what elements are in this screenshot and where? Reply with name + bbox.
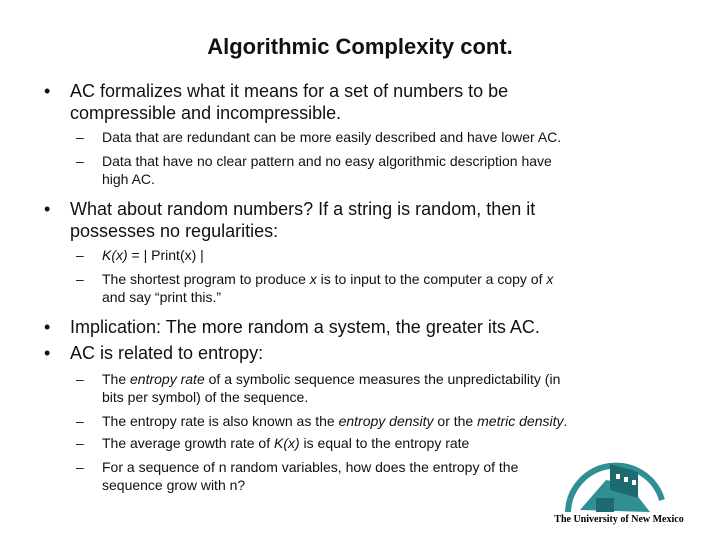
sub-bullet-2a-text: K(x) = | Print(x) | xyxy=(102,247,204,263)
sub-bullet-dash: – xyxy=(76,271,84,287)
sub-bullet-2b-line-1: The shortest program to produce x is to input to the computer a copy of x xyxy=(102,271,554,287)
university-caption: The University of New Mexico xyxy=(554,514,684,525)
bullet-2-line-2: possesses no regularities: xyxy=(70,221,279,241)
bullet-4-text: AC is related to entropy: xyxy=(70,343,264,363)
sub-bullet-4b-text: The entropy rate is also known as the entropy density or the metric density. xyxy=(102,413,568,429)
sub-bullet-dash: – xyxy=(76,153,84,169)
bullet-3-text: Implication: The more random a system, the greater its AC. xyxy=(70,317,540,337)
slide-title: Algorithmic Complexity cont. xyxy=(207,34,513,59)
sub-bullet-dash: – xyxy=(76,371,84,387)
sub-bullet-4c-text: The average growth rate of K(x) is equal to the entropy rate xyxy=(102,435,470,451)
sub-bullet-4a-line-1: The entropy rate of a symbolic sequence measures the unpredictability (in xyxy=(102,371,561,387)
sub-bullet-1a-text: Data that are redundant can be more easily described and have lower AC. xyxy=(102,129,562,145)
sub-bullet-dash: – xyxy=(76,435,84,451)
sub-bullet-dash: – xyxy=(76,129,84,145)
sub-bullet-dash: – xyxy=(76,413,84,429)
sub-bullet-dash: – xyxy=(76,247,84,263)
bullet-dot: • xyxy=(44,317,51,337)
bullet-1-line-1: AC formalizes what it means for a set of numbers to be xyxy=(70,81,509,101)
sub-bullet-2b-line-2: and say “print this.” xyxy=(102,289,222,305)
sub-bullet-4d-line-1: For a sequence of n random variables, how does the entropy of the xyxy=(102,459,519,475)
bullet-dot: • xyxy=(44,343,51,363)
sub-bullet-4a-line-2: bits per symbol) of the sequence. xyxy=(102,389,309,405)
sub-bullet-1b-line-2: high AC. xyxy=(102,171,155,187)
bullet-1-line-2: compressible and incompressible. xyxy=(70,103,342,123)
sub-bullet-4d-line-2: sequence grow with n? xyxy=(102,477,246,493)
bullet-2-line-1: What about random numbers? If a string is random, then it xyxy=(70,199,536,219)
bullet-dot: • xyxy=(44,199,51,219)
sub-bullet-1b-line-1: Data that have no clear pattern and no easy algorithmic description have xyxy=(102,153,552,169)
bullet-dot: • xyxy=(44,81,51,101)
sub-bullet-dash: – xyxy=(76,459,84,475)
